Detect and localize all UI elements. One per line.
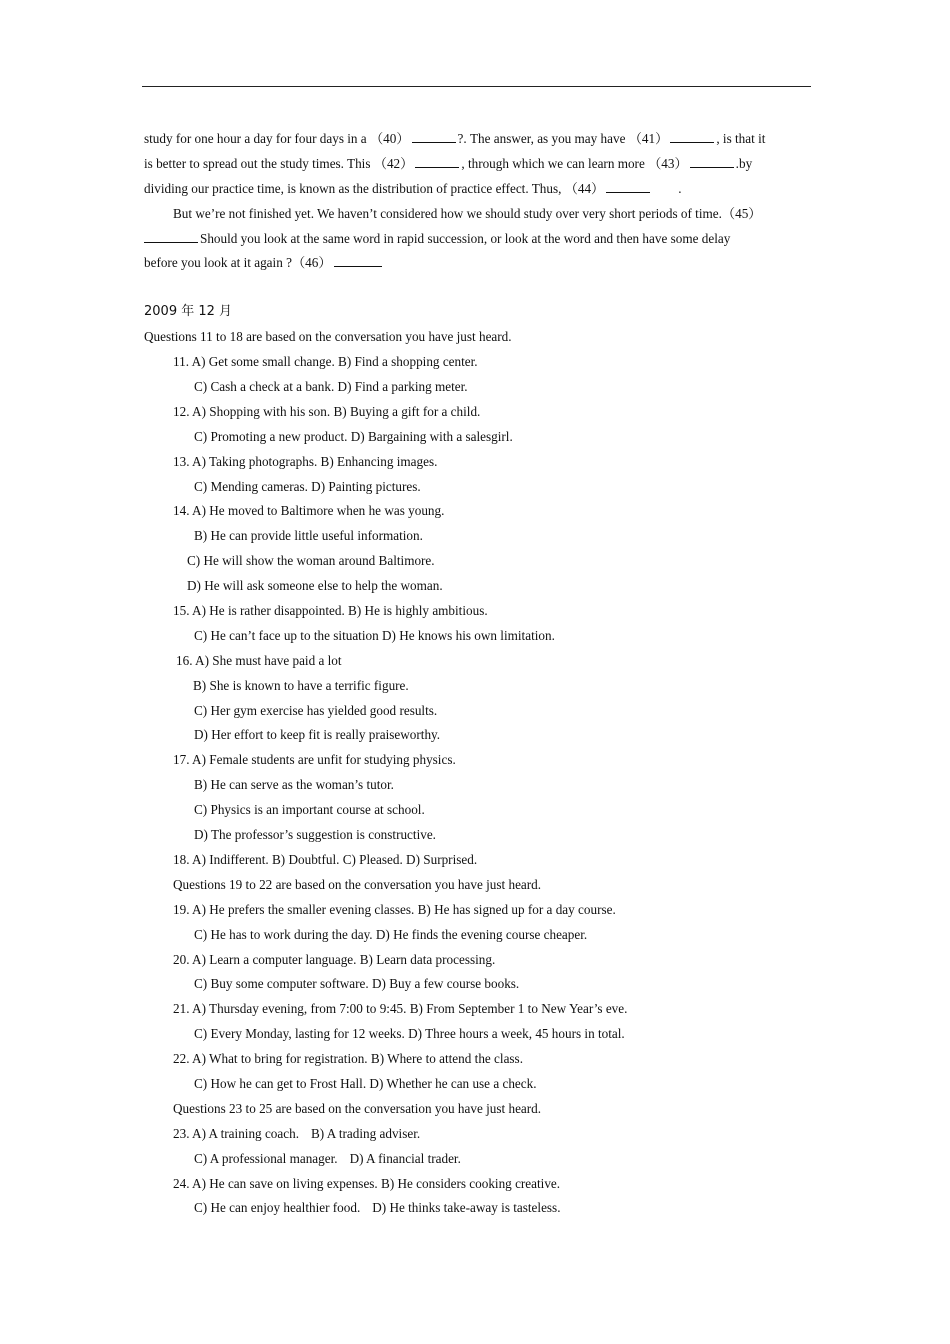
passage-line: But we’re not finished yet. We haven’t considered how we should study over very short periods of time.（45） [173, 205, 762, 221]
question-14-option-d: D) He will ask someone else to help the woman. [187, 578, 443, 594]
answer-blank-44 [606, 179, 650, 193]
question-21-line-1: 21. A) Thursday evening, from 7:00 to 9:45. B) From September 1 to New Year’s eve. [173, 1001, 628, 1017]
question-22-line-2: C) How he can get to Frost Hall. D) Whether he can use a check. [194, 1075, 537, 1091]
question-23-option-b: B) A trading adviser. [311, 1125, 421, 1141]
question-21-line-2: C) Every Monday, lasting for 12 weeks. D) Three hours a week, 45 hours in total. [194, 1026, 625, 1042]
question-24-line-1: 24. A) He can save on living expenses. B) He considers cooking creative. [173, 1175, 561, 1191]
passage-text: Should you look at the same word in rapid succession, or look at the word and then have some delay [200, 230, 731, 246]
passage-text: dividing our practice time, is known as the distribution of practice effect. Thus, （44） [144, 180, 605, 196]
section-intro: Questions 19 to 22 are based on the conversation you have just heard. [173, 876, 542, 892]
question-23-option-d: D) A financial trader. [349, 1150, 461, 1166]
passage-text: .by [735, 155, 753, 171]
question-14-option-b: B) He can provide little useful information. [194, 528, 423, 544]
question-12-line-2: C) Promoting a new product. D) Bargaining with a salesgirl. [194, 428, 513, 444]
question-23-option-c: C) A professional manager. [194, 1150, 338, 1166]
answer-blank-42 [415, 154, 459, 168]
passage-text: before you look at it again ?（46） [144, 255, 332, 271]
header-rule [142, 86, 811, 87]
question-18-line: 18. A) Indifferent. B) Doubtful. C) Pleased. D) Surprised. [173, 851, 478, 867]
section-intro: Questions 11 to 18 are based on the conversation you have just heard. [144, 329, 512, 345]
question-24-option-d: D) He thinks take-away is tasteless. [372, 1200, 561, 1216]
question-22-line-1: 22. A) What to bring for registration. B) Where to attend the class. [173, 1051, 523, 1067]
passage-text: , is that it [716, 131, 766, 146]
question-12-line-1: 12. A) Shopping with his son. B) Buying a gift for a child. [173, 403, 481, 419]
question-15-line-1: 15. A) He is rather disappointed. B) He is highly ambitious. [173, 603, 488, 619]
question-13-line-1: 13. A) Taking photographs. B) Enhancing images. [173, 453, 438, 469]
question-13-line-2: C) Mending cameras. D) Painting pictures. [194, 478, 421, 494]
question-16-option-c: C) Her gym exercise has yielded good results. [194, 702, 438, 718]
question-23-line-2 [144, 1147, 812, 1172]
section-intro: Questions 23 to 25 are based on the conversation you have just heard. [173, 1100, 542, 1116]
question-17-option-b: B) He can serve as the woman’s tutor. [194, 777, 394, 793]
question-16-option-a: 16. A) She must have paid a lot [176, 652, 342, 668]
passage-line [144, 127, 812, 152]
passage-line [144, 251, 812, 276]
passage-text: is better to spread out the study times. This （42） [144, 155, 414, 171]
passage-line [144, 227, 812, 252]
question-23-option-a: 23. A) A training coach. [173, 1125, 299, 1141]
question-16-option-d: D) Her effort to keep fit is really praiseworthy. [194, 727, 441, 743]
question-24-line-2 [144, 1196, 812, 1221]
question-23-line-1 [144, 1122, 812, 1147]
section-heading: 2009 年 12 月 [144, 304, 233, 320]
question-16-option-b: B) She is known to have a terrific figure. [193, 677, 409, 693]
passage-line [144, 177, 812, 202]
passage-text: study for one hour a day for four days in a （40） [144, 131, 410, 146]
passage-text: . [678, 180, 682, 196]
question-14-option-a: 14. A) He moved to Baltimore when he was young. [173, 503, 445, 519]
answer-blank-45 [144, 229, 198, 243]
question-15-line-2: C) He can’t face up to the situation D) He knows his own limitation. [194, 627, 555, 643]
document-body [144, 127, 812, 1221]
passage-line [144, 152, 812, 177]
question-17-option-d: D) The professor’s suggestion is constructive. [194, 827, 436, 843]
answer-blank-41 [670, 129, 714, 143]
question-11-line-1: 11. A) Get some small change. B) Find a shopping center. [173, 354, 478, 370]
answer-blank-40 [412, 129, 456, 143]
question-11-line-2: C) Cash a check at a bank. D) Find a parking meter. [194, 379, 468, 395]
question-19-line-2: C) He has to work during the day. D) He finds the evening course cheaper. [194, 926, 588, 942]
question-14-option-c: C) He will show the woman around Baltimore. [187, 553, 435, 569]
passage-text: , through which we can learn more （43） [461, 155, 688, 171]
question-17-option-a: 17. A) Female students are unfit for studying physics. [173, 752, 456, 768]
question-20-line-2: C) Buy some computer software. D) Buy a few course books. [194, 976, 520, 992]
question-20-line-1: 20. A) Learn a computer language. B) Learn data processing. [173, 951, 496, 967]
question-17-option-c: C) Physics is an important course at school. [194, 802, 425, 818]
answer-blank-43 [690, 154, 734, 168]
question-19-line-1: 19. A) He prefers the smaller evening classes. B) He has signed up for a day course. [173, 901, 616, 917]
question-24-option-c: C) He can enjoy healthier food. [194, 1200, 361, 1216]
answer-blank-46 [334, 253, 382, 267]
passage-text: ?. The answer, as you may have （41） [457, 131, 669, 146]
